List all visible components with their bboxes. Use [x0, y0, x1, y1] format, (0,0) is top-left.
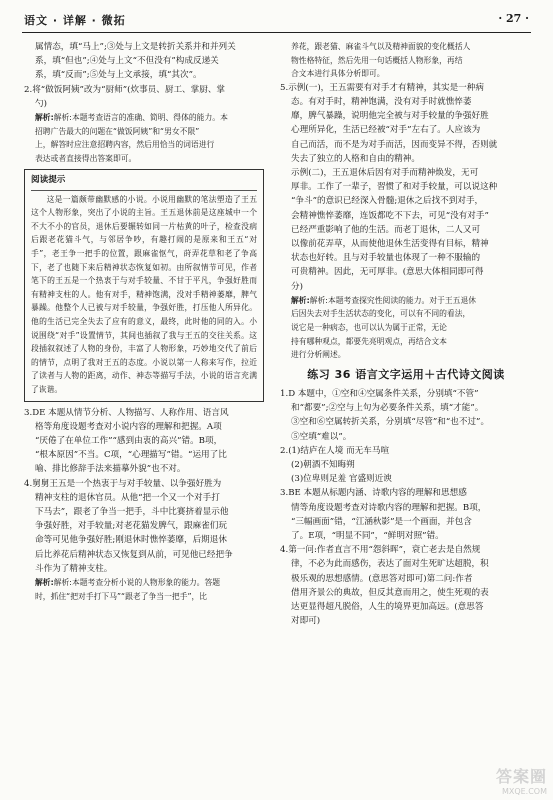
- answer-line: 5.示例(一)，王五需要有对手才有精神，其实是一种病: [280, 82, 484, 93]
- answer-line: 律，不必为此而感伤，表达了面对生死旷达超脱，积: [291, 559, 489, 570]
- answer-line: 对即可): [291, 616, 321, 627]
- page-header: [22, 10, 531, 33]
- watermark-logo: 答案圈 MXQE.COM: [495, 767, 547, 796]
- answer-line: 示例(二)，王五退休后因有对手而精神焕发，无可: [291, 168, 479, 178]
- answer-line: 达更显得超凡脱俗，人生的境界更加高远。(意思答: [291, 602, 484, 613]
- answer-line: 厚非。工作了一辈子，習惯了和对手较量，可以说这种: [291, 182, 498, 193]
- answer-line: 借用齐景公的典故，但反其意而用之，使生死观的表: [291, 587, 489, 598]
- answer-line: 失去了独立的人格和自由的精神。: [291, 153, 420, 164]
- analysis-line: 上，解答时应注意招聘内容，然后用恰当的词语进行: [35, 140, 215, 150]
- answer-line: 以像前花弄草，从而使他退休生活变得有目标，精神: [291, 239, 489, 250]
- answer-line: 命等可见他争强好胜;刚退休时憔悴萎靡，后期退休: [35, 535, 227, 546]
- answer-line: ⑤空填“难以”。: [291, 431, 352, 442]
- analysis-line: 表达或者直接得出答案即可。: [35, 153, 137, 163]
- section-title: 练习 36 语言文字运用＋古代诗文阅读: [307, 367, 505, 381]
- answer-line: 状态也好转。且与对手较量也体现了一种不服输的: [291, 253, 481, 264]
- answer-line: 下马去”，跟老了争当一把手，斗中比赛挤着显示他: [35, 506, 229, 517]
- answer-line: 可贵精神。因此，无可厚非。(意思大体相同即可得: [291, 267, 484, 278]
- analysis-line: 解析:解析:本题考查分析小说的人物形象的能力。答题: [35, 577, 221, 587]
- answer-line: 3.DE 本题从情节分析、人物描写、人称作用、语言风: [24, 407, 229, 418]
- header-title: 语文 · 详解 · 微拓: [24, 14, 126, 27]
- answer-line: 分): [291, 281, 303, 292]
- answer-line: 格等角度设题考查对小说内容的理解和把握。A项: [35, 421, 222, 432]
- right-column: [280, 40, 532, 628]
- answer-line: “根本原因”不当。C项，“心理描写”错。“运用了比: [35, 450, 227, 461]
- answer-line: 情等角度设题考查对诗歌内容的理解和把握。B项，: [291, 502, 487, 513]
- analysis-line: 合文本进行具体分析即可。: [291, 69, 385, 79]
- answer-line: 4.舅舅王五是一个热衷于与对手较量、以争强好胜为: [24, 478, 222, 489]
- answer-line: 已经严重影响了他的生活。而老丁退休，二人又可: [291, 224, 481, 235]
- answer-line: 自己而活，而不是为对手而活，因而变异不得，否则就: [291, 139, 498, 150]
- answer-line: 3.BE 本题从标题内涵、诗歌内容的理解和思想感: [280, 488, 467, 499]
- reading-tip-text: 这是一篇颇带幽默感的小说。小说用幽默的笔法塑造了王五这个人物形象，突出了小说的主旨。王五退休前是这座城中一个不大不小的官员，退休后要辗转如同一片枯黄的叶子，检查没病后跟老花猫斗气，与邻居争吵，有趣打闹的是原来和王五“对手”，老王争一把手的位置，跟麻雀怄气，莳弄花草和老了争高下，老了也随下来后精神状态恢复如初。由所叙情节可见，作者笔下的王五是一个热衷于与对手较量、不甘于平凡，争强好胜而有精神支柱的人。他有对手，精神饱满，没对手精神萎靡，脾气暴躁。他整个人已被与对手较量，争强好胜，打压他人所异化。他的生活已完全失去了应有的意义，最终，此时他的同的入。小说围绕“对手”设置情节，其间也插叙了我与王五的交往关系。这段插叙叙述了人物的身份，丰富了人物形象，巧妙地交代了前后的情节，点明了我对王五的态度。小说以第一人称来写作，拉近了读者与人物的距离，动作、神态等描写手法，小说的语言充满了诙谐。: [31, 194, 258, 394]
- analysis-line: 招聘广告最大的问题在“做饭阿姨”和“男女不限”: [35, 126, 200, 136]
- analysis-line: 物性格特征，然后先用一句话概括人物形象，再结: [291, 55, 463, 65]
- analysis-line: 后因失去对手生活状态的变化，可以有不同的看法，: [291, 309, 471, 319]
- answer-line: 会精神憔悴萎靡，连饭都吃不下去，可见“没有对手”: [291, 210, 489, 221]
- answer-line: 2.(1)结庐在人境 而无车马喧: [280, 445, 390, 456]
- analysis-line: 养花，跟老猫、麻雀斗气以及精神面貌的变化概括人: [291, 42, 471, 51]
- answer-line: 态。有对手时，精神饱满，没有对手时就憔悴萎: [291, 96, 472, 107]
- answer-line: “三幅画面”错，“江涵秋影”是一个画面，并包含: [291, 516, 472, 527]
- answer-line: 系，填“反而”;⑤处与上文承接，填“其次”。: [35, 70, 202, 81]
- analysis-label: 解析:: [291, 295, 310, 305]
- answer-line: (3)位卑则足羞 官盛则近谀: [291, 474, 392, 485]
- answer-line: 1.D 本题中，①空和④空属条件关系，分别填“不管”: [280, 389, 479, 399]
- answer-line: 属情态，填“马上”;③处与上文是转折关系并和并列关: [35, 42, 236, 52]
- answer-line: 喻、排比修辞手法来描摹外貌”也不对。: [35, 464, 186, 475]
- analysis-line: 解析:解析:本题考查探究性阅读的能力。对于王五退休: [291, 295, 477, 305]
- page-number: · 27 ·: [498, 12, 529, 25]
- answer-line: 后比养花后精神状态又恢复到从前，可见他已经把争: [35, 549, 233, 560]
- answer-line: 勺): [35, 98, 47, 109]
- answer-line: 斗作为了精神支柱。: [35, 563, 113, 574]
- analysis-line: 说它是一种病态，也可以认为属于正常，无论: [291, 323, 447, 333]
- analysis-line: 进行分析阐述。: [291, 350, 346, 360]
- answer-line: 争强好胜，对手较量;对老花猫发脾气，跟麻雀们玩: [35, 521, 227, 532]
- answer-line: (2)朝酒不知晦朔: [291, 460, 355, 471]
- answer-line: 系，填“但也”;④处与上文“不但没有”构成反递关: [35, 56, 219, 67]
- reading-tip-box: [24, 169, 264, 401]
- answer-line: 和“都要”;②空与上句为必要条件关系，填“才能”。: [291, 403, 484, 414]
- answer-line: “厌倦了在单位工作”“感到由衷的高兴”错。B项，: [35, 435, 223, 446]
- left-column: [24, 40, 264, 603]
- analysis-label: 解析:: [35, 113, 54, 123]
- analysis-line: 解析:解析:本题考查语言的准确、简明、得体的能力。本: [35, 113, 228, 123]
- reading-tip-title: 阅读提示: [31, 173, 257, 190]
- answer-line: ③空和⑥空属转折关系，分别填“尽管”和“也不过”。: [291, 417, 490, 428]
- analysis-line: 持有哪种观点，都要先亮明观点，再结合文本: [291, 336, 447, 346]
- answer-line: 精神支柱的退休官员。从他“把一个又一个对手打: [35, 492, 220, 503]
- answer-line: 极乐观的思想感情。(意思答对即可)第二问:作者: [291, 573, 473, 584]
- answer-line: 4.第一问:作者直言不用“怨斜晖”，衰亡老去是自然规: [280, 545, 481, 556]
- answer-line: 心理所异化，生活已经被“对手”左右了。人应该为: [291, 125, 481, 136]
- analysis-line: 时，抓住“把对手打下马”“跟老了争当一把手”，比: [35, 591, 208, 601]
- answer-line: 靡，脾气暴躁，说明他完全被与对手较量的争强好胜: [291, 111, 489, 122]
- analysis-label: 解析:: [35, 577, 54, 587]
- answer-line: 了。E项，“明显不同”，“鲜明对照”错。: [291, 531, 444, 542]
- answer-line: 2.将“做饭阿姨”改为“厨师”(炊事员、厨工、掌厨、掌: [24, 84, 226, 95]
- answer-line: “争斗”的意识已经深入骨髓;退休之后找不到对手，: [291, 196, 484, 207]
